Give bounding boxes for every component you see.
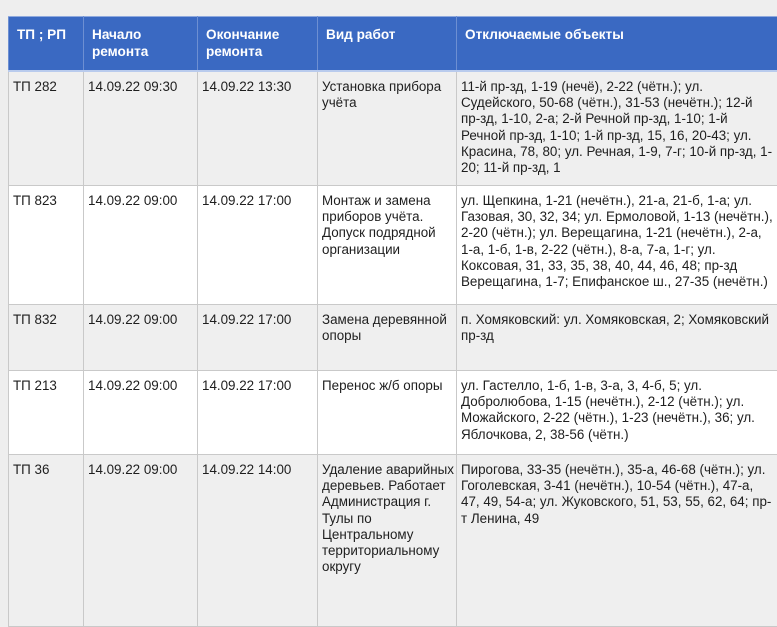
- cell-objects: 11-й пр-зд, 1-19 (нечё), 2-22 (чётн.); ул. Судейского, 50-68 (чётн.), 31-53 (нечётн.); 12-й пр-зд, 1-10, 2-а; 2-й Речной пр-зд, 1-10; 1-й Речной пр-зд, 1-10; 1-й пр-зд, 15, 16, 20-43; ул. Красина, 78, 80; ул. Речная, 1-9, 7-г; 10-й пр-зд, 1-20; 11-й пр-зд, 1: [457, 71, 777, 186]
- cell-objects: Пирогова, 33-35 (нечётн.), 35-а, 46-68 (чётн.); ул. Гоголевская, 3-41 (нечётн.), 10-54 (чётн.), 47-а, 47, 49, 54-а; ул. Жуковского, 51, 53, 55, 62, 64; пр-т Ленина, 49: [457, 455, 777, 627]
- header-work-type: Вид работ: [318, 17, 457, 72]
- cell-end: 14.09.22 17:00: [198, 305, 318, 371]
- outage-schedule-table-container: [8, 16, 777, 627]
- header-objects: Отключаемые объекты: [457, 17, 777, 72]
- table-row: [9, 455, 777, 627]
- cell-tp: ТП 36: [9, 455, 84, 627]
- table-header: [9, 17, 777, 72]
- cell-end: 14.09.22 17:00: [198, 371, 318, 455]
- cell-tp: ТП 823: [9, 186, 84, 305]
- cell-tp: ТП 832: [9, 305, 84, 371]
- table-row: [9, 371, 777, 455]
- cell-start: 14.09.22 09:00: [84, 186, 198, 305]
- cell-objects: ул. Щепкина, 1-21 (нечётн.), 21-а, 21-б, 1-а; ул. Газовая, 30, 32, 34; ул. Ермоловой, 1-13 (нечётн.), 2-20 (чётн.); ул. Верещагина, 1-21 (нечётн.), 2-а, 1-а, 1-б, 1-в, 2-22 (чётн.), 8-а, 7-а, 1-г; ул. Коксовая, 31, 33, 35, 38, 40, 44, 46, 48; пр-зд Верещагина, 1-7; Епифанское ш., 27-35 (нечётн.): [457, 186, 777, 305]
- cell-work-type: Замена деревянной опоры: [318, 305, 457, 371]
- cell-start: 14.09.22 09:00: [84, 305, 198, 371]
- cell-objects: ул. Гастелло, 1-б, 1-в, 3-а, 3, 4-б, 5; ул. Добролюбова, 1-15 (нечётн.), 2-12 (чётн.); ул. Можайского, 2-22 (чётн.), 1-23 (нечётн.), 36; ул. Яблочкова, 2, 38-56 (чётн.): [457, 371, 777, 455]
- header-end: Окончание ремонта: [198, 17, 318, 72]
- header-row: [9, 17, 777, 72]
- cell-work-type: Удаление аварийных деревьев. Работает Администрация г. Тулы по Центральному территориальному округу: [318, 455, 457, 627]
- cell-work-type: Монтаж и замена приборов учёта. Допуск подрядной организации: [318, 186, 457, 305]
- cell-objects: п. Хомяковский: ул. Хомяковская, 2; Хомяковский пр-зд: [457, 305, 777, 371]
- cell-end: 14.09.22 17:00: [198, 186, 318, 305]
- cell-end: 14.09.22 13:30: [198, 71, 318, 186]
- cell-start: 14.09.22 09:30: [84, 71, 198, 186]
- cell-start: 14.09.22 09:00: [84, 455, 198, 627]
- header-tp: ТП ; РП: [9, 17, 84, 72]
- table-body: [9, 71, 777, 627]
- cell-tp: ТП 213: [9, 371, 84, 455]
- cell-end: 14.09.22 14:00: [198, 455, 318, 627]
- table-row: [9, 186, 777, 305]
- cell-start: 14.09.22 09:00: [84, 371, 198, 455]
- table-row: [9, 305, 777, 371]
- cell-work-type: Установка прибора учёта: [318, 71, 457, 186]
- outage-schedule-table: [8, 16, 777, 627]
- cell-tp: ТП 282: [9, 71, 84, 186]
- cell-work-type: Перенос ж/б опоры: [318, 371, 457, 455]
- table-row: [9, 71, 777, 186]
- header-start: Начало ремонта: [84, 17, 198, 72]
